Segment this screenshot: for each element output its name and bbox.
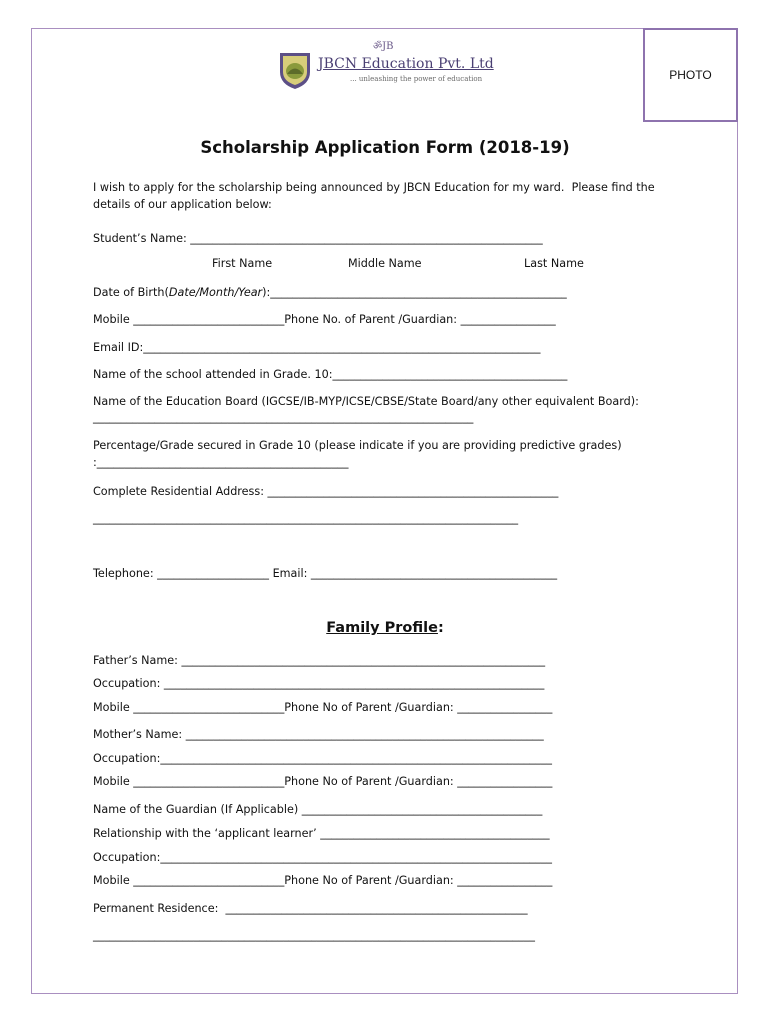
- student-name-field[interactable]: Student’s Name: _______________________________________________________________: [93, 232, 543, 245]
- brand-name: JBCN Education Pvt. Ltd: [318, 56, 494, 72]
- form-border: [31, 28, 738, 994]
- address-field[interactable]: Complete Residential Address: ____________________________________________________: [93, 485, 559, 498]
- school-field[interactable]: Name of the school attended in Grade. 10:__________________________________________: [93, 368, 568, 381]
- guardian-mobile-field[interactable]: Mobile ___________________________Phone No of Parent /Guardian: _________________: [93, 874, 553, 887]
- intro-line-2: details of our application below:: [93, 198, 272, 211]
- relationship-field[interactable]: Relationship with the ‘applicant learner’ _________________________________________: [93, 827, 550, 840]
- last-name-label: Last Name: [524, 257, 584, 270]
- address-field-line-2[interactable]: ____________________________________________________________________________: [93, 512, 519, 525]
- permanent-residence-line-2[interactable]: _______________________________________________________________________________: [93, 929, 535, 942]
- dob-field[interactable]: [93, 286, 567, 300]
- telephone-email-field[interactable]: Telephone: ____________________ Email: ____________________________________________: [93, 567, 558, 580]
- mobile-field[interactable]: Mobile ___________________________Phone No. of Parent /Guardian: _________________: [93, 313, 556, 326]
- intro-line-1: I wish to apply for the scholarship being announced by JBCN Education for my ward. Please find the: [93, 181, 655, 194]
- guardian-occupation-field[interactable]: Occupation:______________________________________________________________________: [93, 851, 552, 864]
- photo-box: [643, 28, 738, 122]
- dob-format: Date/Month/Year: [168, 286, 263, 299]
- dob-blank: ):_____________________________________________________: [262, 286, 567, 299]
- form-title: Scholarship Application Form (2018-19): [200, 138, 570, 157]
- middle-name-label: Middle Name: [348, 257, 422, 270]
- family-profile-title: Family Profile: [326, 620, 438, 636]
- father-name-field[interactable]: Father’s Name: _________________________________________________________________: [93, 654, 546, 667]
- percentage-field[interactable]: :_____________________________________________: [93, 456, 349, 469]
- board-label: Name of the Education Board (IGCSE/IB-MYP/ICSE/CBSE/State Board/any other equivalent Board):: [93, 395, 639, 408]
- father-occupation-field[interactable]: Occupation: ____________________________________________________________________: [93, 677, 545, 690]
- guardian-name-field[interactable]: Name of the Guardian (If Applicable) ___________________________________________: [93, 803, 543, 816]
- board-field[interactable]: ____________________________________________________________________: [93, 411, 474, 424]
- jbcn-logo: [278, 38, 498, 94]
- family-profile-colon: :: [437, 620, 444, 636]
- first-name-label: First Name: [212, 257, 273, 270]
- logo-mark: ॐJB: [373, 41, 394, 52]
- email-field[interactable]: Email ID:_______________________________________________________________________: [93, 341, 541, 354]
- mother-mobile-field[interactable]: Mobile ___________________________Phone No of Parent /Guardian: _________________: [93, 775, 553, 788]
- family-profile-heading: [0, 620, 770, 636]
- brand-tagline: ... unleashing the power of education: [350, 75, 483, 83]
- mother-occupation-field[interactable]: Occupation:______________________________________________________________________: [93, 752, 552, 765]
- permanent-residence-field[interactable]: Permanent Residence: ______________________________________________________: [93, 902, 528, 915]
- photo-label: PHOTO: [669, 68, 712, 82]
- shield-emblem-icon: [278, 50, 312, 90]
- father-mobile-field[interactable]: Mobile ___________________________Phone No of Parent /Guardian: _________________: [93, 701, 553, 714]
- percentage-label: Percentage/Grade secured in Grade 10 (please indicate if you are providing predictive grades): [93, 439, 622, 452]
- dob-label: Date of Birth(: [93, 286, 169, 299]
- mother-name-field[interactable]: Mother’s Name: ________________________________________________________________: [93, 728, 544, 741]
